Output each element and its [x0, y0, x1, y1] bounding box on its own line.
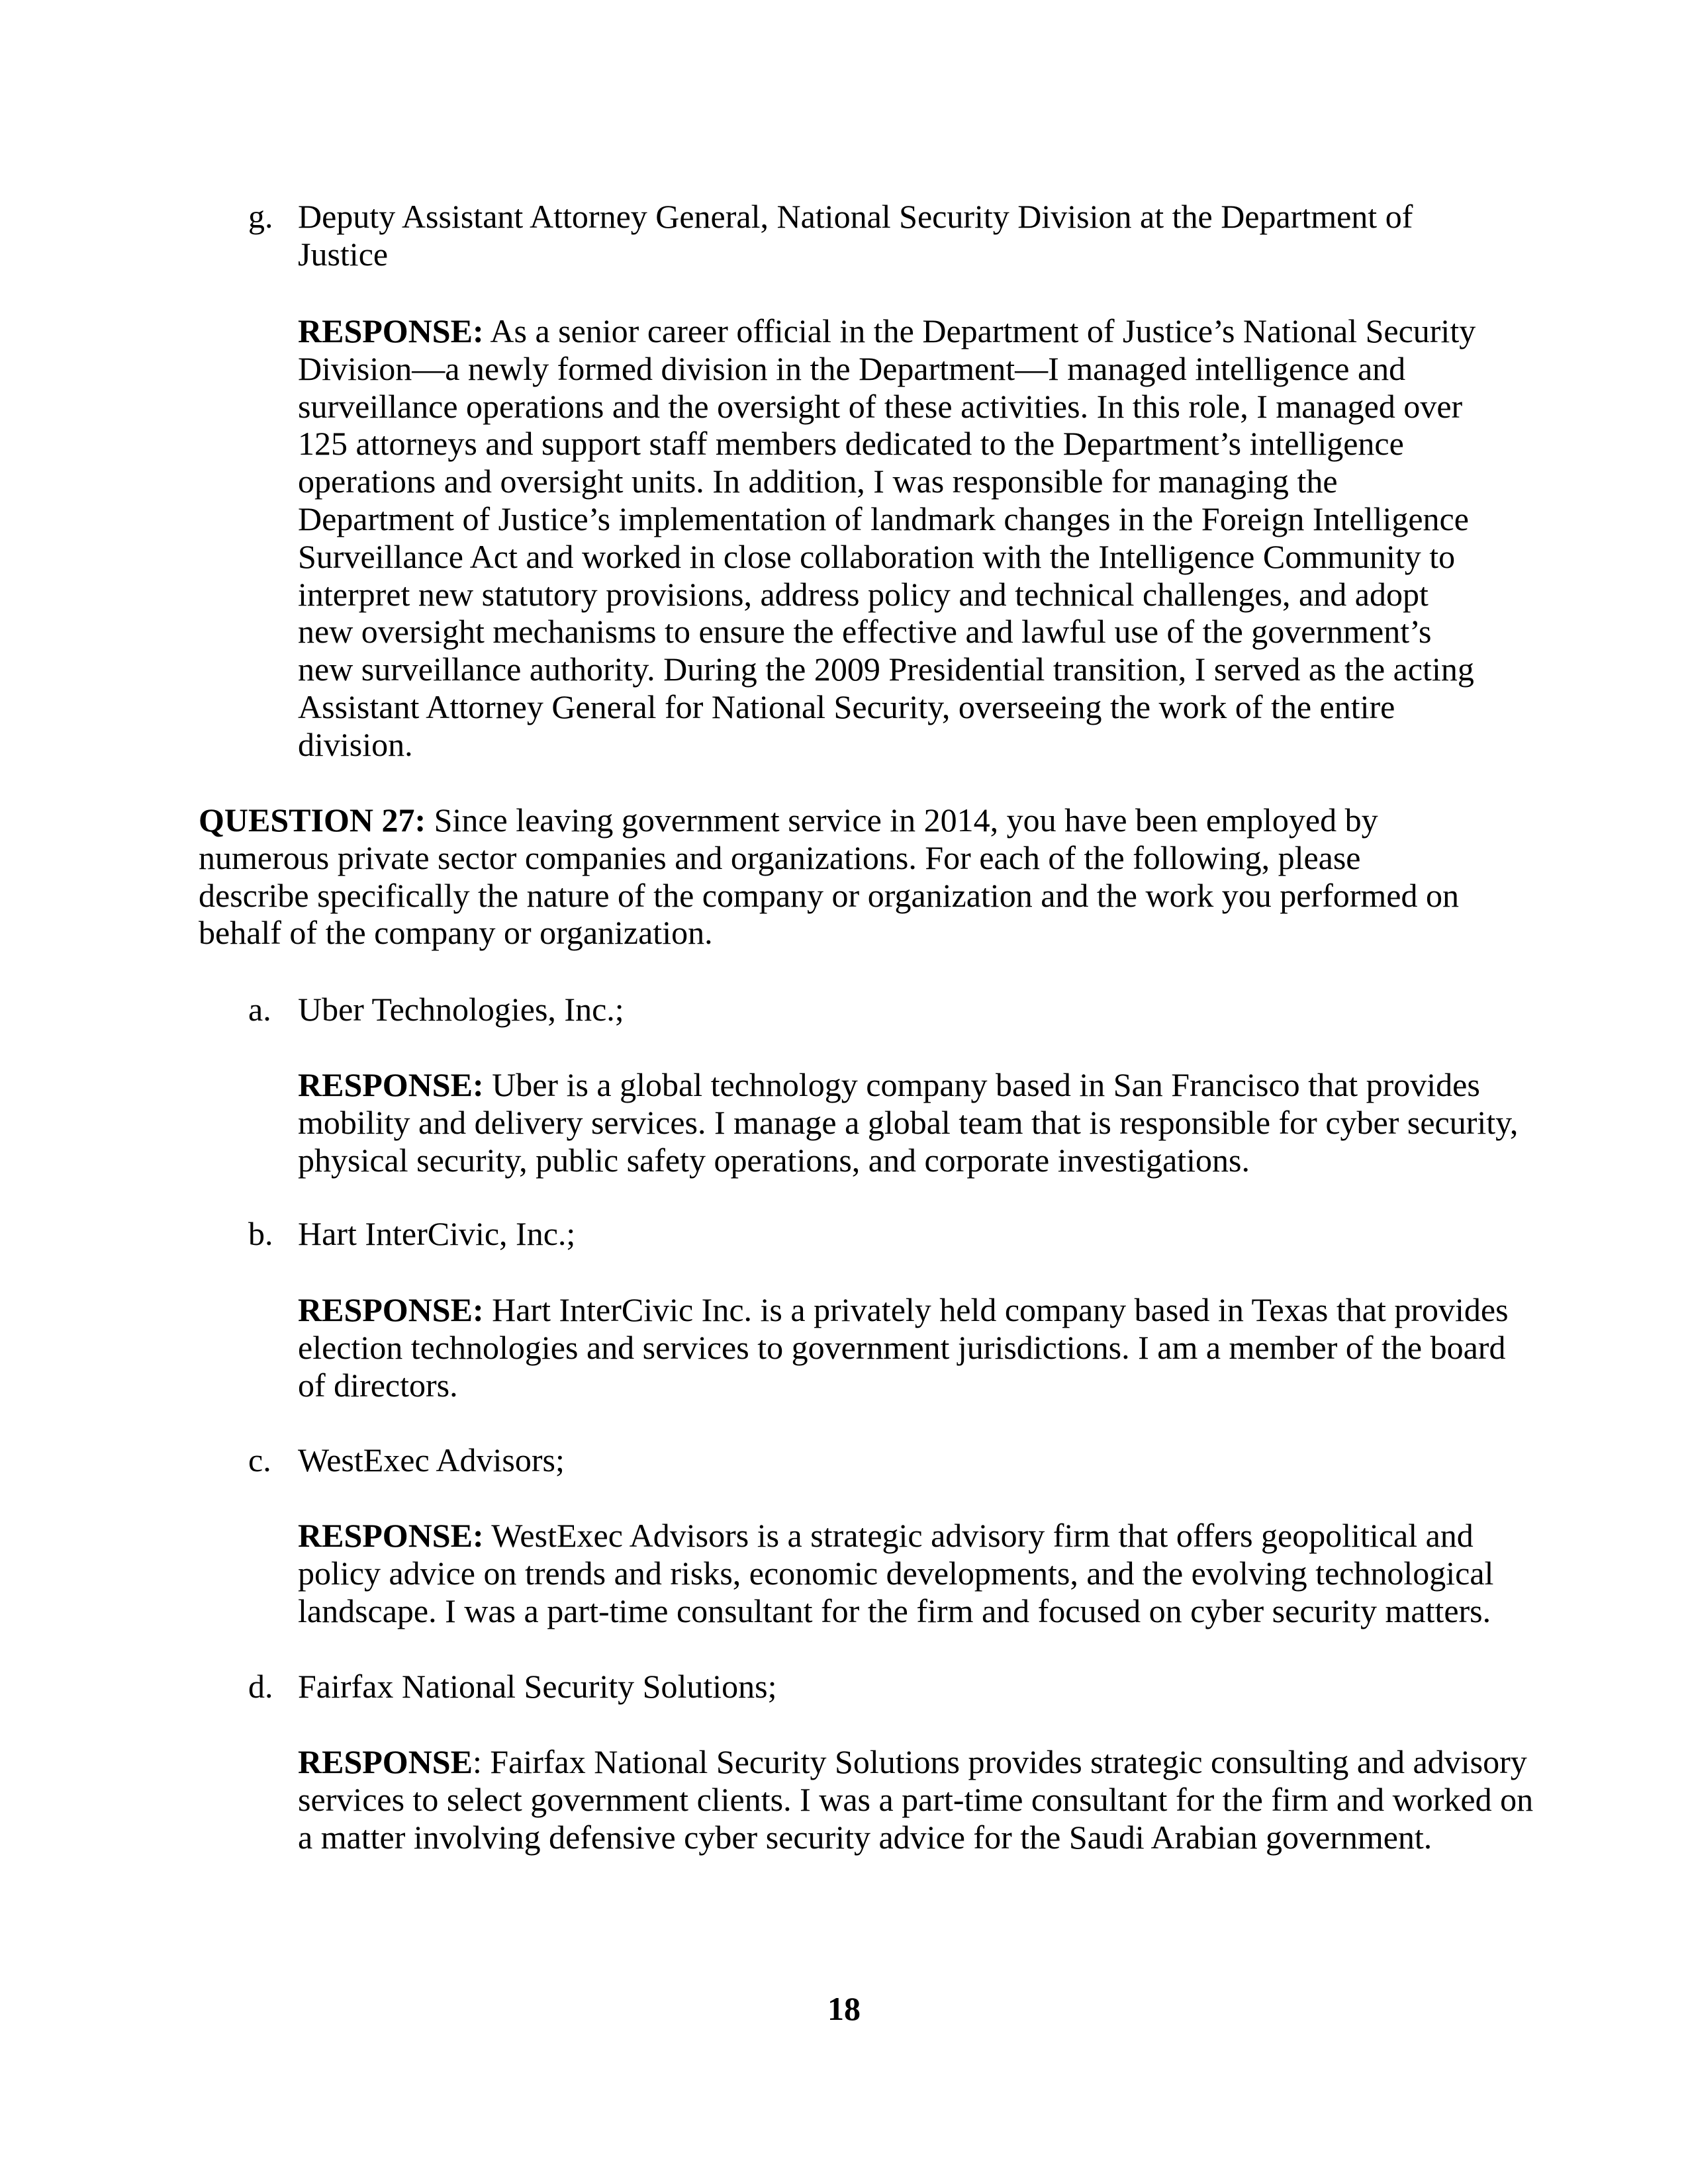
- text-line: landscape. I was a part-time consultant for the firm and focused on cyber security matters.: [298, 1592, 1491, 1629]
- text-line: Hart InterCivic, Inc.;: [298, 1215, 576, 1252]
- response-paragraph: [298, 1066, 1518, 1179]
- label: RESPONSE:: [298, 1291, 484, 1328]
- text-line: Division—a newly formed division in the Department—I managed intelligence and: [298, 349, 1406, 387]
- label: RESPONSE:: [298, 1066, 484, 1103]
- text-line: of directors.: [298, 1366, 458, 1404]
- text-line: operations and oversight units. In addition, I was responsible for managing the: [298, 463, 1338, 500]
- text-line: numerous private sector companies and organizations. For each of the following, please: [199, 839, 1361, 876]
- text-line: [298, 1291, 1509, 1329]
- text-line: election technologies and services to government jurisdictions. I am a member of the board: [298, 1328, 1506, 1366]
- text: WestExec Advisors is a strategic advisory firm that offers geopolitical and: [491, 1517, 1474, 1554]
- label: RESPONSE:: [298, 312, 484, 349]
- text-line: [298, 1517, 1493, 1555]
- text-line: [199, 801, 1459, 839]
- label: QUESTION 27:: [199, 801, 426, 839]
- text-line: behalf of the company or organization.: [199, 914, 713, 952]
- text-line: [298, 312, 1476, 350]
- text: As a senior career official in the Department of Justice’s National Security: [490, 312, 1476, 349]
- response-paragraph: [298, 1291, 1509, 1404]
- list-item-heading: [298, 1441, 565, 1479]
- text: Hart InterCivic Inc. is a privately held company based in Texas that provides: [492, 1291, 1509, 1328]
- text-line: new oversight mechanisms to ensure the effective and lawful use of the government’s: [298, 613, 1432, 651]
- text-line: a matter involving defensive cyber security advice for the Saudi Arabian government.: [298, 1818, 1432, 1856]
- list-marker: g.: [248, 198, 273, 235]
- text-line: [298, 1066, 1518, 1104]
- text-line: Assistant Attorney General for National Security, overseeing the work of the entire: [298, 688, 1395, 725]
- text-line: policy advice on trends and risks, economic developments, and the evolving technological: [298, 1554, 1494, 1592]
- list-item-heading: [298, 198, 1413, 273]
- text-line: physical security, public safety operations, and corporate investigations.: [298, 1141, 1250, 1179]
- text: Since leaving government service in 2014, you have been employed by: [434, 801, 1378, 839]
- text: Uber is a global technology company based in San Francisco that provides: [492, 1066, 1480, 1103]
- text-line: Surveillance Act and worked in close collaboration with the Intelligence Community to: [298, 537, 1456, 575]
- list-marker: c.: [248, 1441, 271, 1479]
- text-line: Justice: [298, 235, 389, 273]
- text-line: Department of Justice’s implementation of landmark changes in the Foreign Intelligence: [298, 500, 1469, 537]
- list-item-heading: [298, 1215, 575, 1253]
- text-line: new surveillance authority. During the 2009 Presidential transition, I served as the acting: [298, 651, 1474, 688]
- text-line: [298, 1743, 1533, 1781]
- response-paragraph: [298, 1743, 1533, 1856]
- list-marker: b.: [248, 1215, 273, 1252]
- text-line: describe specifically the nature of the company or organization and the work you performed on: [199, 876, 1459, 914]
- text-line: interpret new statutory provisions, address policy and technical challenges, and adopt: [298, 575, 1429, 613]
- label: RESPONSE:: [298, 1517, 484, 1554]
- list-marker: a.: [248, 991, 271, 1028]
- text-line: Deputy Assistant Attorney General, National Security Division at the Department of: [298, 198, 1413, 235]
- text-line: division.: [298, 725, 413, 763]
- text: : Fairfax National Security Solutions provides strategic consulting and advisory: [472, 1743, 1527, 1780]
- text-line: Uber Technologies, Inc.;: [298, 991, 624, 1028]
- list-item-heading: [298, 991, 624, 1028]
- text-line: surveillance operations and the oversight of these activities. In this role, I managed over: [298, 387, 1463, 425]
- text-line: 125 attorneys and support staff members dedicated to the Department’s intelligence: [298, 425, 1404, 463]
- text-line: Fairfax National Security Solutions;: [298, 1668, 777, 1705]
- page-number: 18: [827, 1990, 861, 2027]
- question-27-paragraph: [199, 801, 1459, 952]
- text-line: WestExec Advisors;: [298, 1441, 565, 1479]
- text-line: services to select government clients. I was a part-time consultant for the firm and worked on: [298, 1780, 1534, 1818]
- response-paragraph: [298, 312, 1476, 764]
- text-line: mobility and delivery services. I manage a global team that is responsible for cyber security,: [298, 1103, 1519, 1141]
- response-paragraph: [298, 1517, 1493, 1629]
- list-item-heading: [298, 1668, 777, 1706]
- label: RESPONSE: [298, 1743, 473, 1780]
- list-marker: d.: [248, 1668, 273, 1705]
